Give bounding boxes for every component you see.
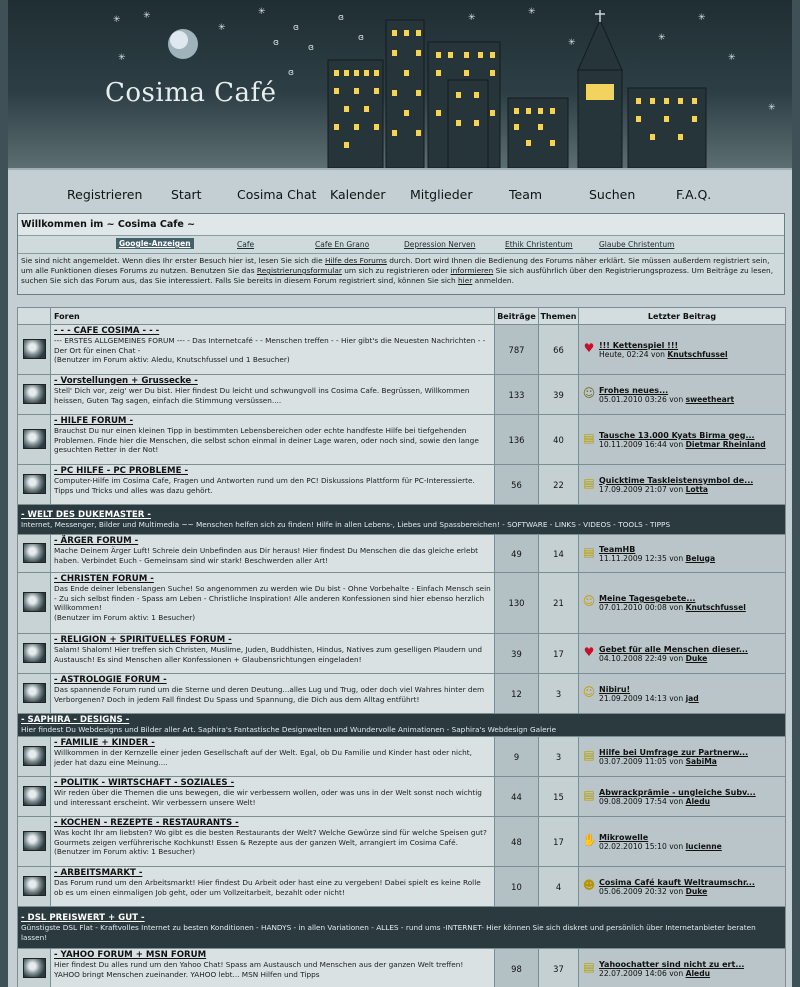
note-icon: ▤ [583, 475, 595, 490]
login-link[interactable]: hier [457, 276, 473, 285]
welcome-text: durch. Dort wird Ihnen die Bedienung des Forums näher erklärt. Sie müssen außerdem registriert sein, um alle Funktionen dieses Forums zu nutzen. Benutzen Sie das [21, 256, 770, 275]
last-post-user-link[interactable]: sweetheart [685, 394, 735, 404]
last-post-cell [579, 777, 786, 817]
last-post-info [599, 887, 755, 896]
forum-post-count: 787 [495, 325, 539, 375]
last-post-cell [579, 634, 786, 674]
svg-text:✳: ✳ [118, 53, 126, 63]
last-post-title-link[interactable]: Hilfe bei Umfrage zur Partnerw... [599, 747, 749, 757]
last-post-date: 02.02.2010 15:10 von [599, 841, 684, 851]
forum-icon-cell [18, 325, 51, 375]
last-post-user-link[interactable]: Lotta [685, 484, 709, 494]
nav-team[interactable]: Team [509, 187, 543, 202]
registration-link[interactable]: Registrierungsformular [256, 266, 342, 275]
forum-title-link[interactable]: - HILFE FORUM - [54, 416, 134, 426]
forum-status-icon [23, 786, 46, 806]
forum-icon-cell [18, 737, 51, 777]
category-title[interactable]: - SAPHIRA - DESIGNS - [21, 715, 130, 726]
forum-post-count: 49 [495, 535, 539, 573]
last-post-user-link[interactable]: jad [685, 693, 699, 703]
header-forums: Foren [51, 308, 495, 325]
ad-link[interactable]: Cafe [237, 240, 255, 249]
forum-description: Was kocht Ihr am liebsten? Wo gibt es die besten Restaurants der Welt? Welche Gewürze sind für welche Speisen gut? Gourmets zeigen verführerische Kochkunst! Essen & Rezepte aus der ganzen Welt, arrangiert im Cosima Café. [54, 828, 487, 847]
forum-info-cell [51, 465, 495, 505]
forum-post-count: 130 [495, 573, 539, 634]
forum-icon-cell [18, 375, 51, 415]
nav-chat[interactable]: Cosima Chat [237, 187, 317, 202]
last-post-info [599, 757, 748, 766]
note-icon: ▤ [583, 544, 595, 559]
forum-description: Das Ende deiner lebenslangen Suche! So angenommen zu werden wie Du bist - Ohne Vorbehalte - Einfach Mensch sein - Zu sich selbst finden - Spass am Leben - Christliche Inspiration! Alle anderen Konfessionen sind hier ebenso herzlich Willkommen! [54, 584, 491, 612]
ads-bar [18, 236, 784, 254]
forum-title-link[interactable]: - - - CAFE COSIMA - - - [54, 326, 160, 336]
last-post-info [599, 969, 744, 978]
svg-text:✳: ✳ [768, 103, 776, 113]
last-post-user-link[interactable]: Knutschfussel [685, 603, 746, 612]
forum-post-count: 48 [495, 817, 539, 867]
forum-status-icon [23, 474, 46, 494]
ad-link[interactable]: Ethik Christentum [505, 240, 573, 249]
forum-info-cell [51, 375, 495, 415]
last-post-date: 17.09.2009 21:07 von [599, 484, 684, 494]
forum-topic-count: 14 [539, 535, 579, 573]
last-post-cell [579, 867, 786, 907]
svg-text:ɞ: ɞ [308, 43, 314, 53]
last-post-date: 07.01.2010 00:08 von [599, 603, 684, 612]
category-cell [18, 907, 786, 949]
welcome-message [18, 254, 784, 288]
smile-icon: ☺ [582, 594, 596, 608]
forum-info-cell [51, 777, 495, 817]
last-post-info [599, 797, 756, 806]
category-title[interactable]: - WELT DES DUKEMASTER - [21, 509, 151, 520]
ad-link[interactable]: Cafe En Grano [315, 240, 370, 249]
welcome-text: um sich zu registrieren oder [341, 266, 451, 275]
forum-status-icon [23, 746, 46, 766]
forum-topic-count: 21 [539, 573, 579, 634]
forum-status-icon [23, 643, 46, 663]
forum-info-cell [51, 949, 495, 987]
last-post-cell [579, 535, 786, 573]
forum-status-icon [23, 384, 46, 404]
svg-text:✳: ✳ [658, 33, 666, 43]
forum-post-count: 133 [495, 375, 539, 415]
last-post-info [599, 440, 766, 449]
forum-status-icon [23, 339, 46, 359]
forum-topic-count: 15 [539, 777, 579, 817]
forum-topic-count: 17 [539, 817, 579, 867]
ad-link[interactable]: Glaube Christentum [599, 240, 675, 249]
forum-post-count: 9 [495, 737, 539, 777]
last-post-title-link[interactable]: !!! Kettenspiel !!! [599, 340, 679, 350]
forum-status-icon [23, 592, 46, 612]
forum-post-count: 44 [495, 777, 539, 817]
last-post-info [599, 485, 753, 494]
svg-text:ɞ: ɞ [273, 38, 279, 48]
forum-title-link[interactable]: - POLITIK - WIRTSCHAFT - SOZIALES - [54, 778, 235, 788]
forum-title-link[interactable]: - KOCHEN - REZEPTE - RESTAURANTS - [54, 818, 239, 828]
last-post-cell [579, 573, 786, 634]
page-frame [8, 0, 792, 987]
svg-text:ɞ: ɞ [293, 23, 299, 33]
forum-description: Willkommen in der Kernzelle einer jeden Gesellschaft auf der Welt. Egal, ob Du Familie und Kinder hast oder nicht, jeder hat dazu eine Meinung.... [54, 748, 472, 767]
header-posts: Beiträge [495, 308, 539, 325]
forum-icon-cell [18, 415, 51, 465]
forum-row [18, 375, 786, 415]
category-cell [18, 505, 786, 535]
header-banner [8, 0, 792, 168]
last-post-cell [579, 415, 786, 465]
forum-row [18, 949, 786, 987]
forum-icon-cell [18, 573, 51, 634]
last-post-user-link[interactable]: Aledu [685, 968, 711, 978]
nav-members[interactable]: Mitglieder [410, 187, 473, 202]
forum-description: Das Forum rund um den Arbeitsmarkt! Hier findest Du Arbeit oder hast eine zu vergeben! Dabei spielt es keine Rolle ob es um einen einmaligen Job geht, oder um Vollzeitarbeit, bezahlt oder nicht! [54, 878, 481, 897]
forum-topic-count: 37 [539, 949, 579, 987]
forum-post-count: 10 [495, 867, 539, 907]
svg-text:✳: ✳ [528, 7, 536, 17]
forum-status-icon [23, 429, 46, 449]
note-icon: ▤ [583, 787, 595, 802]
heart-icon: ♥ [583, 644, 595, 659]
note-icon: ▤ [583, 430, 595, 445]
svg-text:✳: ✳ [568, 38, 576, 48]
last-post-user-link[interactable]: Duke [685, 653, 708, 663]
forum-topic-count: 4 [539, 867, 579, 907]
forum-info-cell [51, 737, 495, 777]
forum-row [18, 573, 786, 634]
forum-description: Salam! Shalom! Hier treffen sich Christen, Muslime, Juden, Buddhisten, Hindus, Natives zum geselligen Plaudern und Austausch! Es sind Menschen aller Konfessionen + Glaubensrichtungen eingeladen! [54, 645, 482, 664]
forum-post-count: 56 [495, 465, 539, 505]
last-post-title-link[interactable]: Yahoochatter sind nicht zu ert... [599, 959, 745, 969]
welcome-box [17, 213, 785, 295]
forum-post-count: 39 [495, 634, 539, 674]
forum-description: Computer-Hilfe im Cosima Cafe, Fragen und Antworten rund um den PC! Diskussions Plattform für PC-Interessierte. Tipps und Tricks und alles was dazu gehört. [54, 476, 475, 495]
forum-title-link[interactable]: - CHRISTEN FORUM - [54, 574, 154, 584]
last-post-user-link[interactable]: Aledu [685, 796, 711, 806]
last-post-date: 11.11.2009 12:35 von [599, 553, 684, 563]
forum-description: Wir reden über die Themen die uns bewegen, die wir verbessern wollen, oder was uns in der Welt sonst noch wichtig und interessant erscheint. Wir verbessern unsere Welt! [54, 788, 482, 807]
forum-title-link[interactable]: - PC HILFE - PC PROBLEME - [54, 466, 189, 476]
help-link[interactable]: Hilfe des Forums [324, 256, 387, 265]
forum-icon-cell [18, 535, 51, 573]
forum-icon-cell [18, 777, 51, 817]
forum-list [18, 325, 786, 987]
forum-row [18, 325, 786, 375]
forum-row [18, 867, 786, 907]
forum-description: Brauchst Du nur einen kleinen Tipp in bestimmten Lebensbereichen oder echte handfeste Hilfe bei tiefgehenden Problemen. Finde hier die Menschen, die selbst schon einmal in deiner Lage waren, oder noch sind, sowie den lange gesuchten Retter in der Not! [54, 426, 479, 454]
forum-active-users: (Benutzer im Forum aktiv: 1 Besucher) [54, 612, 196, 622]
welcome-title: Willkommen im ~ Cosima Cafe ~ [18, 214, 784, 236]
forum-post-count: 136 [495, 415, 539, 465]
forum-topic-count: 3 [539, 737, 579, 777]
forum-table [17, 307, 786, 987]
forum-title-link[interactable]: - Vorstellungen + Grussecke - [54, 376, 198, 386]
header-topics: Themen [539, 308, 579, 325]
header-last-post: Letzter Beitrag [579, 308, 786, 325]
forum-title-link[interactable]: - ARBEITSMARKT - [54, 868, 143, 878]
forum-row [18, 737, 786, 777]
forum-topic-count: 40 [539, 415, 579, 465]
category-cell [18, 714, 786, 737]
forum-info-cell [51, 573, 495, 634]
forum-description: --- ERSTES ALLGEMEINES FORUM --- - Das Internetcafé - - Menschen treffen - - Hier gibt's die Neuesten Nachrichten - - Der Ort für einen Chat - [54, 336, 486, 355]
nav-search[interactable]: Suchen [589, 187, 636, 202]
category-row [18, 907, 786, 949]
hand-icon: ✋ [582, 832, 597, 847]
site-title: Cosima Café [105, 78, 277, 108]
forum-icon-cell [18, 817, 51, 867]
forum-title-link[interactable]: - ASTROLOGIE FORUM - [54, 675, 167, 685]
last-post-title-link[interactable]: Nibiru! [599, 684, 631, 694]
last-post-info [599, 350, 728, 359]
svg-text:✳: ✳ [218, 23, 226, 33]
last-post-title-link[interactable]: Quicktime Taskleistensymbol de... [599, 475, 754, 485]
last-post-title-link[interactable]: Frohes neues... [599, 385, 669, 395]
last-post-cell [579, 817, 786, 867]
last-post-date: 09.08.2009 17:54 von [599, 796, 684, 806]
last-post-cell [579, 375, 786, 415]
svg-text:✳: ✳ [698, 13, 706, 23]
last-post-info [599, 395, 734, 404]
forum-topic-count: 39 [539, 375, 579, 415]
last-post-cell [579, 465, 786, 505]
table-header-row [18, 308, 786, 325]
last-post-date: 04.10.2008 22:49 von [599, 653, 684, 663]
last-post-date: 21.09.2009 14:13 von [599, 693, 684, 703]
svg-text:✳: ✳ [258, 7, 266, 17]
forum-row [18, 674, 786, 714]
forum-active-users: (Benutzer im Forum aktiv: Aledu, Knutschfussel und 1 Besucher) [54, 355, 290, 364]
svg-text:✳: ✳ [113, 15, 121, 25]
forum-description: Das spannende Forum rund um die Sterne und deren Deutung...alles Lug und Trug, oder doch viel Wahres hinter dem Verborgenen? Doch in jedem Fall findest Du Spass und Spannung, die Dich aus dem Alltag entführt! [54, 685, 485, 704]
forum-icon-cell [18, 949, 51, 987]
last-post-title-link[interactable]: Gebet für alle Menschen dieser... [599, 644, 748, 654]
last-post-user-link[interactable]: Dietmar Rheinland [685, 439, 766, 449]
forum-info-cell [51, 634, 495, 674]
forum-status-icon [23, 831, 46, 851]
nav-start[interactable]: Start [171, 187, 202, 202]
forum-status-icon [23, 683, 46, 703]
svg-text:ɞ: ɞ [338, 13, 344, 23]
last-post-info [599, 694, 699, 703]
info-link[interactable]: informieren [450, 266, 494, 275]
last-post-cell [579, 949, 786, 987]
last-post-user-link[interactable]: lucienne [685, 841, 722, 851]
forum-row [18, 777, 786, 817]
forum-row [18, 535, 786, 573]
forum-post-count: 98 [495, 949, 539, 987]
category-row [18, 714, 786, 737]
last-post-info [599, 654, 748, 663]
forum-topic-count: 66 [539, 325, 579, 375]
svg-text:ɞ: ɞ [358, 33, 364, 43]
welcome-text: Sie sind nicht angemeldet. Wenn dies Ihr erster Besuch hier ist, lesen Sie sich die [21, 256, 325, 265]
last-post-info [599, 842, 722, 851]
forum-row [18, 465, 786, 505]
forum-title-link[interactable]: - FAMILIE + KINDER - [54, 738, 155, 748]
forum-title-link[interactable]: - ÄRGER FORUM - [54, 536, 139, 546]
forum-row [18, 817, 786, 867]
forum-topic-count: 17 [539, 634, 579, 674]
last-post-title-link[interactable]: Mikrowelle [599, 832, 649, 842]
forum-info-cell [51, 535, 495, 573]
last-post-date: Heute, 02:24 von [599, 349, 665, 359]
last-post-user-link[interactable]: Knutschfussel [667, 349, 728, 359]
note-icon: ▤ [583, 747, 595, 762]
nav-calendar[interactable]: Kalender [330, 187, 386, 202]
last-post-title-link[interactable]: Abwrackprämie - ungleiche Subv... [599, 787, 756, 797]
svg-text:ɞ: ɞ [288, 68, 294, 78]
nav-faq[interactable]: F.A.Q. [676, 187, 712, 202]
svg-text:✳: ✳ [143, 11, 151, 21]
svg-text:✳: ✳ [728, 53, 736, 63]
forum-status-icon [23, 958, 46, 978]
last-post-title-link[interactable]: TeamHB [599, 544, 636, 554]
glasses-icon: ☺ [582, 385, 596, 400]
category-title[interactable]: - DSL PREISWERT + GUT - [21, 913, 145, 923]
last-post-info [599, 603, 746, 612]
smile-icon: ☺ [582, 684, 596, 699]
nav-register[interactable]: Registrieren [67, 187, 143, 202]
category-description: Internet, Messenger, Bilder und Multimedia ~~ Menschen helfen sich zu finden! Hilfe in allen Lebens-, Liebes und Spassbereichen! - SOFTWARE - LINKS - VIDEOS - TOOLS - TIPPS [21, 519, 671, 529]
last-post-info [599, 554, 715, 563]
google-ads-label[interactable]: Google-Anzeigen [116, 238, 194, 249]
forum-status-icon [23, 876, 46, 896]
last-post-title-link[interactable]: Tausche 13.000 Kyats Birma geg... [599, 430, 755, 440]
last-post-date: 03.07.2009 11:05 von [599, 756, 684, 766]
forum-post-count: 12 [495, 674, 539, 714]
header-icon-cell [18, 308, 51, 325]
forum-status-icon [23, 543, 46, 563]
star-icon: ☻ [582, 877, 596, 892]
forum-row [18, 634, 786, 674]
last-post-date: 05.06.2009 20:32 von [599, 886, 684, 896]
last-post-cell [579, 737, 786, 777]
forum-title-link[interactable]: - YAHOO FORUM + MSN FORUM [54, 950, 207, 960]
forum-info-cell [51, 867, 495, 907]
note-icon: ▤ [583, 959, 595, 974]
forum-topic-count: 3 [539, 674, 579, 714]
category-description: Hier findest Du Webdesigns und Bilder aller Art. Saphira's Fantastische Designwelten und Wundervolle Animationen - Saphira's Webdesign Galerie [21, 725, 557, 735]
last-post-title-link[interactable]: Meine Tagesgebete... [599, 594, 696, 603]
forum-active-users: (Benutzer im Forum aktiv: 1 Besucher) [54, 847, 196, 856]
forum-icon-cell [18, 867, 51, 907]
forum-icon-cell [18, 465, 51, 505]
last-post-date: 05.01.2010 03:26 von [599, 394, 684, 404]
last-post-title-link[interactable]: Cosima Café kauft Weltraumschr... [599, 877, 755, 887]
last-post-cell [579, 674, 786, 714]
last-post-date: 22.07.2009 14:06 von [599, 968, 684, 978]
last-post-cell [579, 325, 786, 375]
forum-info-cell [51, 415, 495, 465]
last-post-user-link[interactable]: SabiMa [685, 756, 717, 766]
welcome-text: anmelden. [472, 276, 514, 285]
category-row [18, 505, 786, 535]
forum-row [18, 415, 786, 465]
svg-text:✳: ✳ [468, 13, 476, 23]
forum-icon-cell [18, 674, 51, 714]
forum-info-cell [51, 325, 495, 375]
forum-info-cell [51, 817, 495, 867]
forum-topic-count: 22 [539, 465, 579, 505]
ad-link[interactable]: Depression Nerven [404, 240, 476, 249]
forum-info-cell [51, 674, 495, 714]
welcome-text: Sie sich ausführlich über den Registrierungsprozess. Um Beiträge zu lesen, suchen Sie sich das Forum aus, das Sie interessiert. Falls Sie bereits in diesem Forum registriert sind, können Sie sich [21, 266, 774, 285]
last-post-user-link[interactable]: Duke [685, 886, 708, 896]
category-description: Günstigste DSL Flat - Kraftvolles Internet zu besten Konditionen - HANDYS - in allen Variationen - ALLES - rund ums -INTERNET- Hier können Sie sich diskret und persönlich über Internetanbieter beraten lassen! [21, 923, 756, 942]
forum-description: Mache Deinem Ärger Luft! Schreie dein Unbefinden aus Dir heraus! Hier findest Du Menschen die das gleiche erlebt haben. Verbindet Euch - Gemeinsam sind wir stark! Beschwerden aller Art! [54, 546, 478, 565]
last-post-user-link[interactable]: Beluga [685, 553, 716, 563]
heart-icon: ♥ [583, 340, 595, 355]
forum-icon-cell [18, 634, 51, 674]
forum-title-link[interactable]: - RELIGION + SPIRITUELLES FORUM - [54, 635, 232, 645]
forum-description: Stell' Dich vor, zeig' wer Du bist. Hier findest Du leicht und schwungvoll ins Cosima Cafe. Begrüssen, Willkommen heissen, Guten Tag sagen, einfach die Stimmung versüssen.... [54, 386, 470, 405]
last-post-date: 10.11.2009 16:44 von [599, 439, 684, 449]
forum-description: Hier findest Du alles rund um den Yahoo Chat! Spass am Austausch und Menschen aus der ganzen Welt treffen! YAHOO bringt Menschen zueinander. YAHOO lebt... MSN Hilfen und Tipps [54, 960, 464, 979]
